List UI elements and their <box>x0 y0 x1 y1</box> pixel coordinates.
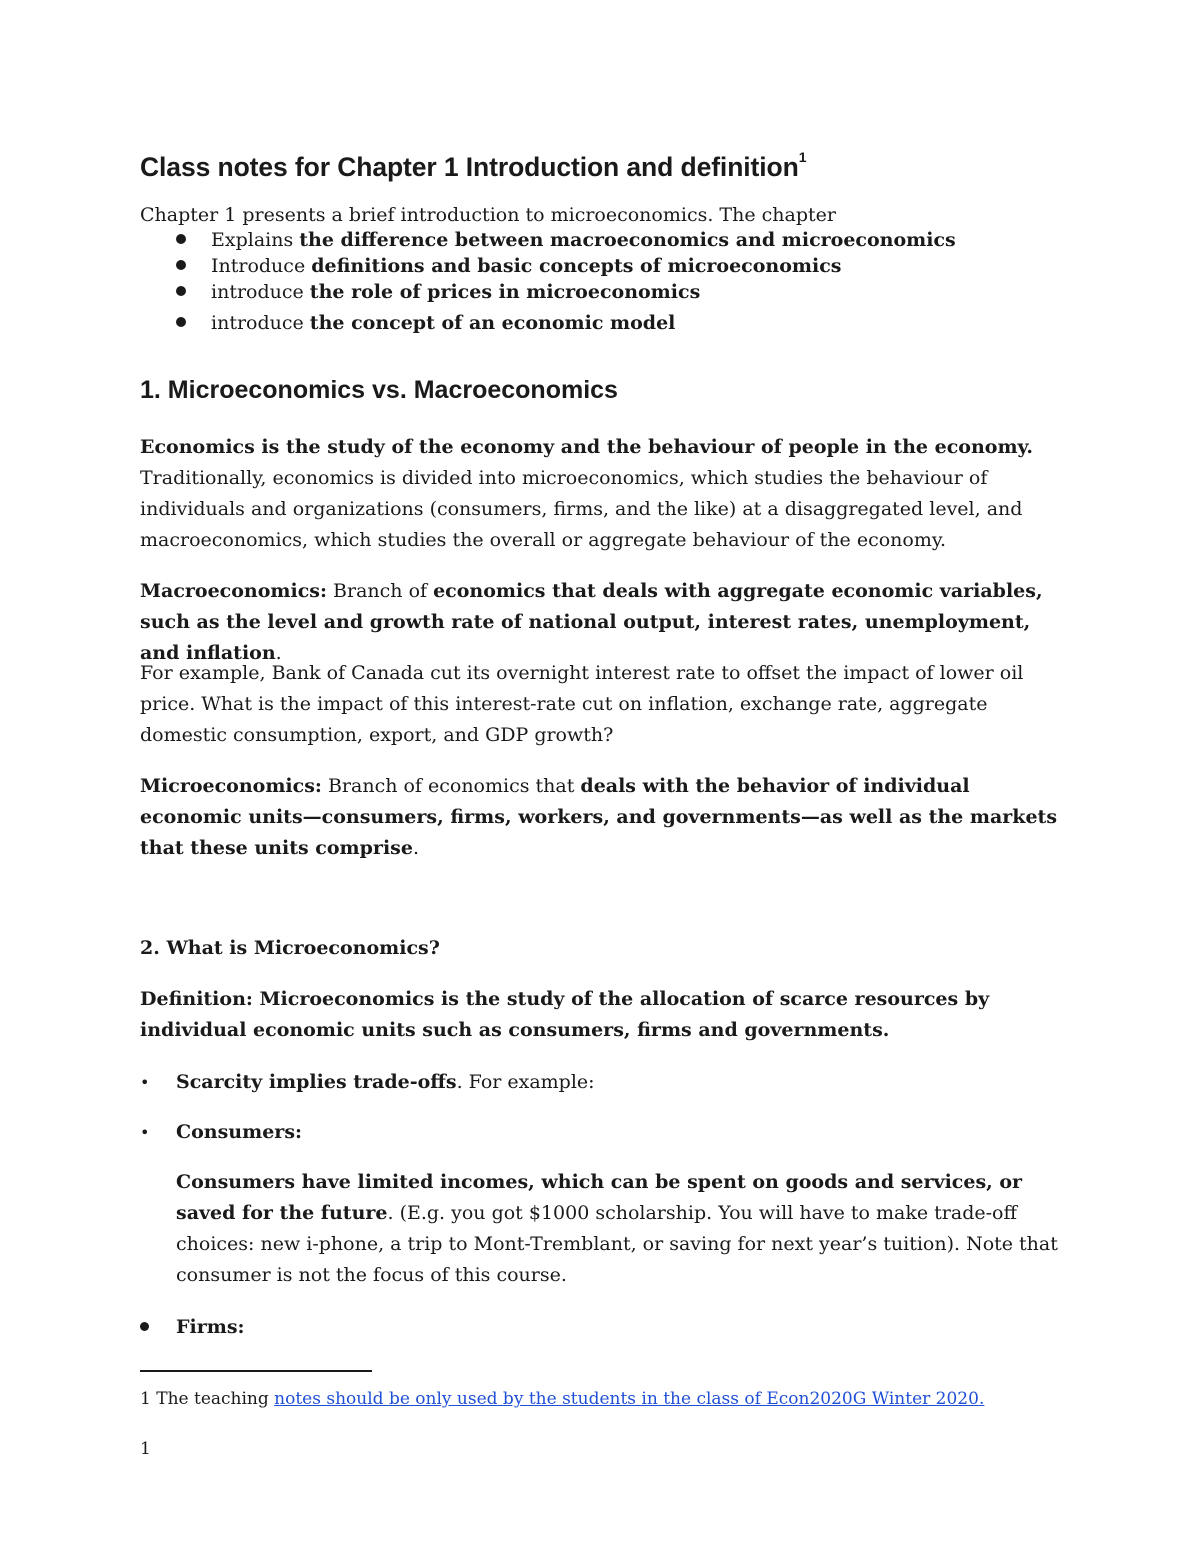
bullet-icon: • <box>140 1123 150 1142</box>
footnote-link[interactable]: notes should be only used by the students in the class of Econ2020G Winter 2020. <box>274 1389 985 1409</box>
micro-bold: deals with the behavior of individual economic units—consumers, firms, workers, and governments—as well as the markets that these units comprise <box>140 775 1058 859</box>
page-title <box>140 142 806 186</box>
macro-plain: Branch of <box>327 580 434 602</box>
page-number: 1 <box>140 1439 151 1459</box>
list-item <box>176 277 956 308</box>
bullet-icon <box>176 286 186 296</box>
scarcity-plain: . For example: <box>456 1071 595 1093</box>
micro-plain: Branch of economics that <box>321 775 581 797</box>
footnote-plain: The teaching <box>150 1389 275 1409</box>
bullet-icon <box>140 1312 160 1343</box>
footnote-separator <box>140 1370 372 1372</box>
bullet-plain: introduce <box>211 312 310 334</box>
bullet-bold: the difference between macroeconomics and microeconomics <box>299 229 956 251</box>
definition-text: Definition: Microeconomics is the study of the allocation of scarce resources by individual economic units such as consumers, firms and governments. <box>140 988 990 1041</box>
bullet-bold: the role of prices in microeconomics <box>309 281 701 303</box>
firms-dot <box>140 1322 149 1331</box>
micro-label: Microeconomics: <box>140 775 322 797</box>
list-item <box>176 308 956 334</box>
definition-paragraph <box>140 984 1070 1046</box>
bullet-plain: Explains <box>211 229 300 251</box>
bullet-bold: the concept of an economic model <box>309 312 676 334</box>
economics-definition-paragraph <box>140 432 1070 556</box>
footnote-ref[interactable]: 1 <box>798 149 807 165</box>
consumers-label: Consumers: <box>176 1121 303 1143</box>
bullet-icon <box>176 317 186 327</box>
macro-end: . <box>275 642 282 664</box>
example-paragraph: For example, Bank of Canada cut its overnight interest rate to offset the impact of lower oil price. What is the impact of this interest-rate cut on inflation, exchange rate, aggregate domestic consumption, export, and GDP growth? <box>140 662 1024 746</box>
consumers-bold: Consumers have limited incomes, which can be spent on goods and services, or saved for the future <box>176 1171 1023 1224</box>
intro-bullet-list <box>176 225 956 334</box>
para1-bold: Economics is the study of the economy and the behaviour of people in the economy. <box>140 436 1034 458</box>
bullet-icon: • <box>140 1073 150 1092</box>
section2-heading: 2. What is Microeconomics? <box>140 937 440 959</box>
section1-heading: 1. Microeconomics vs. Macroeconomics <box>140 376 618 404</box>
macro-bold: economics that deals with aggregate economic variables, such as the level and growth rate of national output, interest rates, unemployment, and inflation <box>140 580 1043 664</box>
list-item <box>176 251 956 277</box>
consumers-paragraph <box>176 1167 1076 1291</box>
firms-label: Firms: <box>176 1316 245 1338</box>
bullet-icon <box>176 234 186 244</box>
macroeconomics-paragraph <box>140 576 1070 669</box>
scarcity-bold: Scarcity implies trade-offs <box>176 1071 457 1093</box>
list-item <box>176 225 956 251</box>
para1-rest: Traditionally, economics is divided into microeconomics, which studies the behaviour of individuals and organizations (consumers, firms, and the like) at a disaggregated level, and macroeconomics, which studies the overall or aggregate behaviour of the economy. <box>140 467 1023 551</box>
consumers-plain: . (E.g. you got $1000 scholarship. You will have to make trade-off choices: new i-phone, a trip to Mont-Tremblant, or saving for next year’s tuition). Note that consumer is not the focus of this course. <box>176 1202 1058 1286</box>
intro-lead: Chapter 1 presents a brief introduction to microeconomics. The chapter <box>140 204 836 226</box>
bullet-icon <box>176 260 186 270</box>
firms-label-text <box>176 1312 245 1343</box>
footnote-number: 1 <box>140 1389 151 1409</box>
footnote <box>140 1386 984 1412</box>
scarcity-text <box>176 1067 595 1098</box>
bullet-plain: Introduce <box>211 255 312 277</box>
microeconomics-paragraph <box>140 771 1070 864</box>
bullet-plain: introduce <box>211 281 310 303</box>
consumers-label-text <box>176 1117 302 1148</box>
bullet-bold: definitions and basic concepts of microeconomics <box>311 255 842 277</box>
macro-label: Macroeconomics: <box>140 580 328 602</box>
title-text: Class notes for Chapter 1 Introduction and definition <box>140 151 799 182</box>
micro-end: . <box>412 837 419 859</box>
